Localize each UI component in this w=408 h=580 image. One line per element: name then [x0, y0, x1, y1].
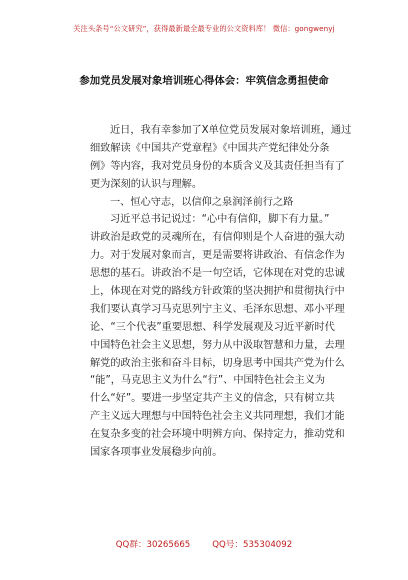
body-line: 中国特色社会主义思想，努力从中汲取智慧和力量，去理 — [90, 339, 345, 351]
footer-contact — [0, 538, 408, 550]
body-line: “能”，马克思主义为什么“行”、中国特色社会主义为 — [90, 375, 326, 387]
body-line: 例》等内容，我对党员身份的本质含义及其责任担当有了 — [90, 160, 345, 172]
body-line: 解党的政治主张和奋斗目标，切身思考中国共产党为什么 — [90, 357, 345, 369]
body-line: 近日，我有幸参加了X单位党员发展对象培训班，通过 — [110, 125, 352, 136]
body-line: 细致解读《中国共产党章程》《中国共产党纪律处分条 — [90, 142, 330, 154]
body-line: 什么“好”。要进一步坚定共产主义的信念，只有树立共 — [90, 393, 335, 405]
body-line: 思想的基石。讲政治不是一句空话，它体现在对党的忠诚 — [90, 268, 345, 280]
body-line: 论、“三个代表”重要思想、科学发展观及习近平新时代 — [90, 321, 335, 333]
header-banner: 关注头条号“公文研究”，获得最新最全最专业的公文资料库！ 微信：gongwenyj — [73, 24, 335, 33]
body-line: 国家各项事业发展稳步向前。 — [90, 447, 223, 459]
body-line: 习近平总书记说过：“心中有信仰，脚下有力量。” — [110, 214, 330, 226]
document-body — [90, 122, 352, 462]
body-line: 讲政治是政党的灵魂所在，有信仰则是个人奋进的强大动 — [90, 232, 345, 244]
footer-qq-number: QQ号：535304092 — [212, 540, 293, 550]
body-line: 我们要认真学习马克思列宁主义、毛泽东思想、邓小平理 — [90, 303, 345, 315]
body-line: 更为深刻的认识与理解。 — [90, 178, 203, 190]
body-line: 在复杂多变的社会环境中明辨方向、保持定力，推动党和 — [90, 429, 345, 441]
body-line: 力。对于发展对象而言，更是需要将讲政治、有信念作为 — [90, 250, 345, 262]
body-line: 一、恒心守志，以信仰之泉润泽前行之路 — [110, 196, 294, 208]
body-line: 上，体现在对党的路线方针政策的坚决拥护和贯彻执行中 — [90, 286, 345, 298]
body-line: 产主义远大理想与中国特色社会主义共同理想，我们才能 — [90, 411, 345, 423]
footer-qq-group: QQ群：30265665 — [115, 540, 191, 550]
document-title: 参加党员发展对象培训班心得体会：牢筑信念勇担使命 — [79, 75, 329, 87]
